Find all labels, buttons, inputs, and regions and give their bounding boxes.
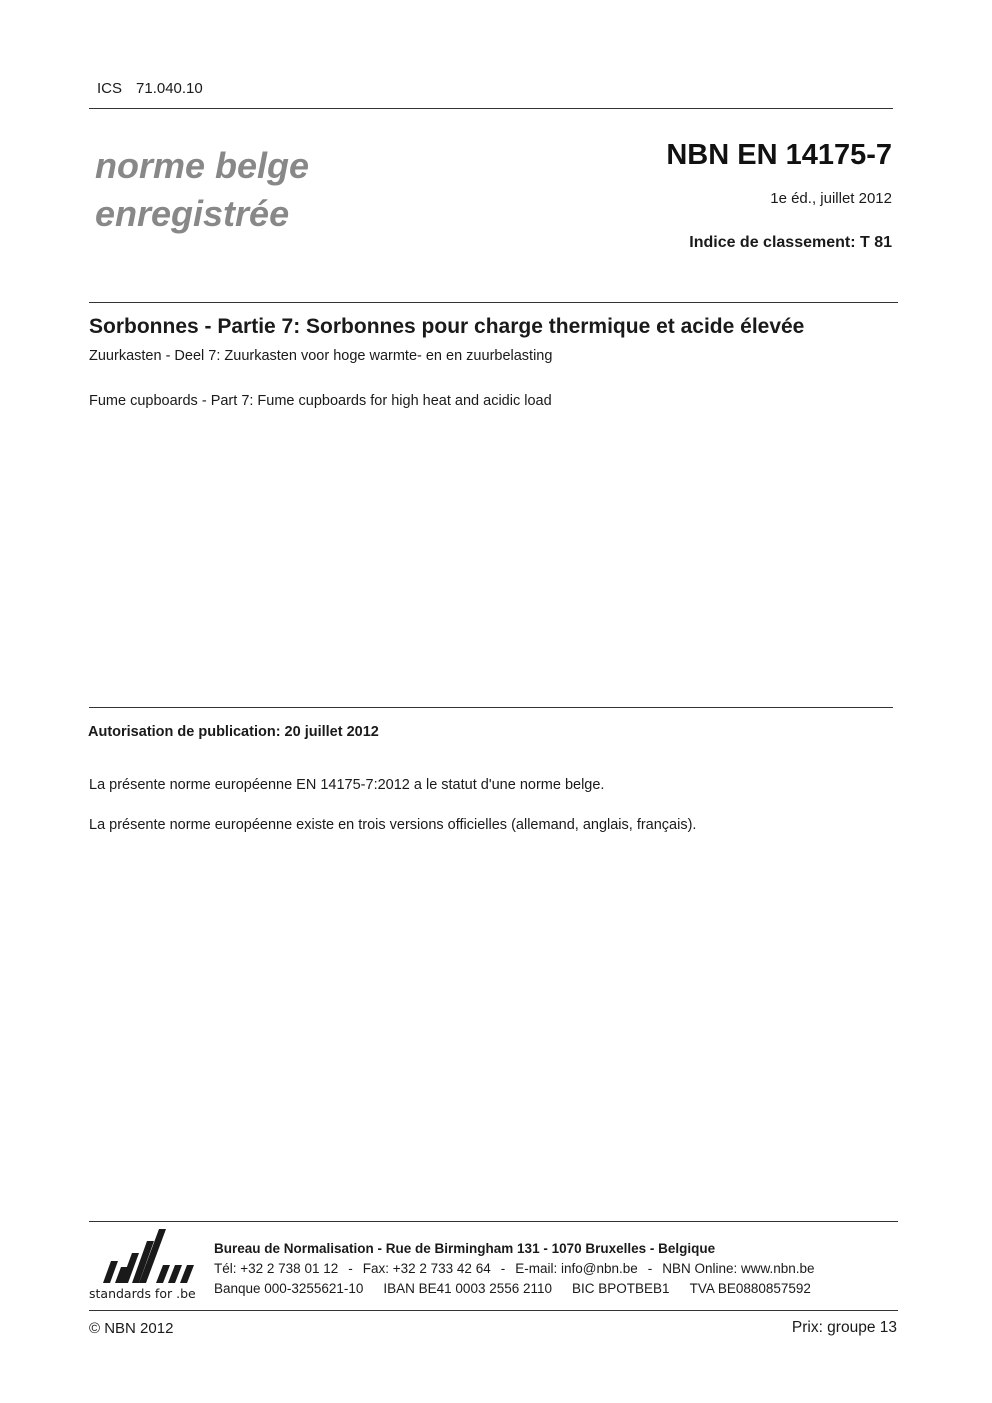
versions-paragraph: La présente norme européenne existe en trois versions officielles (allemand, anglais, français). <box>89 817 697 833</box>
footer-online[interactable]: NBN Online: www.nbn.be <box>662 1261 815 1276</box>
footer-address: Bureau de Normalisation - Rue de Birmingham 131 - 1070 Bruxelles - Belgique <box>214 1241 716 1256</box>
publication-authorisation: Autorisation de publication: 20 juillet 2012 <box>88 724 379 740</box>
norme-line-2: enregistrée <box>95 193 290 234</box>
footer-tel: Tél: +32 2 738 01 12 <box>214 1261 339 1276</box>
title-english: Fume cupboards - Part 7: Fume cupboards for high heat and acidic load <box>89 393 552 409</box>
footer-iban: IBAN BE41 0003 2556 2110 <box>383 1281 553 1296</box>
footer-bic: BIC BPOTBEB1 <box>572 1281 670 1296</box>
footer-banque: Banque 000-3255621-10 <box>214 1281 364 1296</box>
footer-email[interactable]: E-mail: info@nbn.be <box>515 1261 638 1276</box>
title-divider <box>89 302 898 303</box>
title-french: Sorbonnes - Partie 7: Sorbonnes pour charge thermique et acide élevée <box>89 315 805 338</box>
title-dutch: Zuurkasten - Deel 7: Zuurkasten voor hoge warmte- en en zuurbelasting <box>89 348 553 364</box>
separator: - <box>348 1261 353 1276</box>
ics-classification <box>97 80 203 97</box>
standard-code: NBN EN 14175-7 <box>666 139 892 171</box>
edition-date: 1e éd., juillet 2012 <box>770 190 892 207</box>
top-divider <box>89 108 893 109</box>
separator: - <box>647 1261 653 1276</box>
logo-tagline: standards for .be <box>89 1286 196 1301</box>
footer-fax: Fax: +32 2 733 42 64 <box>362 1261 491 1276</box>
price-group: Prix: groupe 13 <box>791 1319 897 1336</box>
footer-divider <box>89 1221 898 1222</box>
bottom-divider <box>89 1310 898 1311</box>
classification-index: Indice de classement: T 81 <box>689 234 892 251</box>
status-paragraph: La présente norme européenne EN 14175-7:2012 a le statut d'une norme belge. <box>89 777 605 793</box>
norme-line-1: norme belge <box>95 145 310 186</box>
footer-tva: TVA BE0880857592 <box>689 1281 811 1296</box>
ics-code: 71.040.10 <box>136 80 203 97</box>
separator: - <box>500 1261 506 1276</box>
ics-label: ICS <box>97 80 123 97</box>
body-divider <box>89 707 893 708</box>
footer-banking <box>214 1281 811 1296</box>
footer-contacts <box>214 1261 815 1276</box>
norme-belge-heading <box>95 142 309 238</box>
copyright: © NBN 2012 <box>89 1320 174 1337</box>
